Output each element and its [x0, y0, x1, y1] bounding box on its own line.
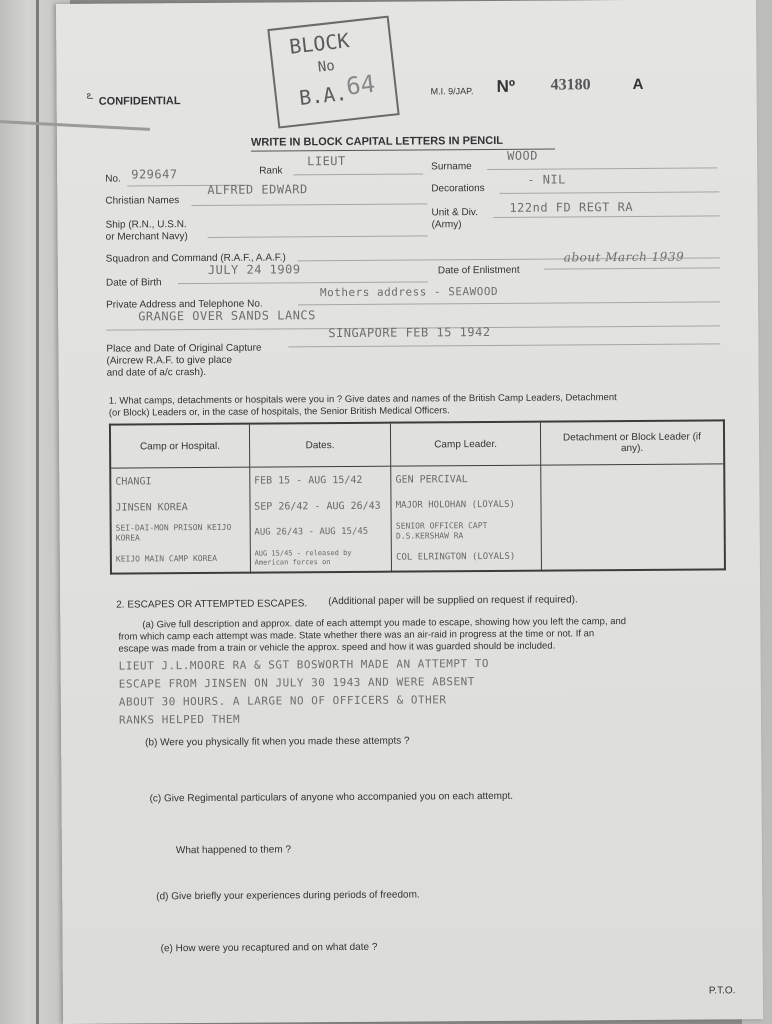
ref-code: M.I. 9/JAP.: [430, 86, 474, 97]
ship-label: Ship (R.N., U.S.N.: [105, 219, 187, 231]
stamp-text: BLOCK: [288, 28, 351, 59]
table-cell: GEN PERCIVAL: [391, 465, 541, 493]
squadron-label: Squadron and Command (R.A.F., A.A.F.): [105, 252, 286, 265]
table-cell: SEP 26/42 - AUG 26/43: [250, 493, 392, 520]
table-cell: [541, 464, 725, 492]
unit-label: Unit & Div.: [431, 207, 479, 219]
field-line: [293, 173, 423, 175]
question-2d: (d) Give briefly your experiences during periods of freedom.: [156, 889, 420, 903]
table-header-row: [110, 420, 724, 468]
ship-label: or Merchant Navy): [105, 231, 188, 243]
column-header: Camp or Hospital.: [110, 424, 250, 468]
column-header: Dates.: [249, 423, 391, 467]
no-label: Nº: [496, 76, 516, 96]
christian-names-label: Christian Names: [105, 195, 180, 207]
table-cell: COL ELRINGTON (LOYALS): [391, 544, 541, 572]
address-label: Private Address and Telephone No.: [106, 298, 263, 311]
rank-label: Rank: [259, 165, 283, 177]
stamp-handwritten: 64: [344, 69, 377, 101]
rank-value: LIEUT: [307, 153, 346, 169]
capture-label: (Aircrew R.A.F. to give place: [106, 354, 233, 367]
question-2e: (e) How were you recaptured and on what date ?: [160, 941, 378, 955]
table-cell: MAJOR HOLOHAN (LOYALS): [391, 492, 541, 519]
surname-value: WOOD: [507, 148, 539, 163]
question-2-note: (Additional paper will be supplied on request if required).: [328, 594, 578, 608]
table-cell: [541, 516, 725, 543]
table-row: [111, 542, 725, 573]
form-number: 43180: [550, 76, 591, 94]
question-1: 1. What camps, detachments or hospitals were you in ? Give dates and names of the British Camp Leaders, Detachment: [108, 392, 617, 407]
field-line: [493, 215, 719, 218]
dob-value: JULY 24 1909: [207, 262, 301, 277]
pto-label: P.T.O.: [708, 985, 736, 997]
crown-mark-icon: ఽ: [86, 89, 94, 102]
column-header: Camp Leader.: [391, 422, 541, 467]
form-suffix: A: [632, 75, 644, 93]
table-cell: CHANGI: [110, 467, 249, 494]
decorations-value: - NIL: [527, 172, 566, 187]
table-cell: JINSEN KOREA: [110, 494, 249, 521]
address-value: GRANGE OVER SANDS LANCS: [138, 308, 316, 324]
table-cell: KEIJO MAIN CAMP KOREA: [111, 546, 250, 574]
capture-label: and date of a/c crash).: [106, 366, 207, 379]
no-field-value: 929647: [131, 167, 178, 182]
enlistment-label: Date of Enlistment: [437, 264, 520, 277]
question-2c: (c) Give Regimental particulars of anyone who accompanied you on each attempt.: [149, 790, 514, 805]
stamp-text: B.A.: [297, 80, 349, 110]
table-cell: SEI-DAI-MON PRISON KEIJO KOREA: [111, 520, 250, 547]
answer-2a: ESCAPE FROM JINSEN ON JULY 30 1943 AND WERE ABSENT: [118, 675, 475, 691]
field-line: [298, 301, 720, 305]
block-stamp: [267, 16, 399, 129]
form-page: [56, 0, 763, 1024]
christian-names-value: ALFRED EDWARD: [207, 182, 308, 197]
instruction: WRITE IN BLOCK CAPITAL LETTERS IN PENCIL: [250, 134, 503, 149]
question-2b: (b) Were you physically fit when you made these attempts ?: [145, 735, 410, 749]
decorations-label: Decorations: [431, 183, 485, 195]
surname-label: Surname: [431, 161, 472, 173]
field-line: [499, 191, 719, 194]
column-header: Detachment or Block Leader (if any).: [540, 420, 724, 465]
stamp-text: No: [317, 57, 336, 76]
answer-2a: ABOUT 30 HOURS. A LARGE NO OF OFFICERS & OTHER: [118, 693, 447, 709]
capture-value: SINGAPORE FEB 15 1942: [328, 324, 491, 341]
table-cell: AUG 26/43 - AUG 15/45: [250, 519, 392, 546]
capture-label: Place and Date of Original Capture: [106, 342, 262, 355]
question-2a: from which camp each attempt was made. State whether there was an air-raid in progress at the time or not. If an: [118, 628, 595, 643]
field-line: [288, 343, 720, 347]
table-cell: SENIOR OFFICER CAPT D.S.KERSHAW RA: [391, 518, 541, 545]
table-cell: AUG 15/45 - released by American forces on: [250, 545, 392, 573]
question-1: (or Block) Leaders or, in the case of hospitals, the Senior British Medical Officers.: [108, 405, 450, 419]
question-2a: escape was made from a train or vehicle the approx. speed and how it was guarded should be included.: [118, 640, 556, 655]
field-line: [544, 267, 720, 269]
answer-2a: LIEUT J.L.MOORE RA & SGT BOSWORTH MADE AN ATTEMPT TO: [118, 656, 490, 673]
question-2-heading: 2. ESCAPES OR ATTEMPTED ESCAPES.: [116, 598, 308, 611]
field-line: [191, 203, 427, 206]
unit-value: 122nd FD REGT RA: [509, 199, 634, 215]
answer-2a: RANKS HELPED THEM: [118, 712, 241, 727]
enlistment-value: about March 1939: [563, 249, 685, 265]
table-cell: [541, 542, 725, 570]
field-line: [487, 167, 717, 170]
dob-label: Date of Birth: [105, 277, 162, 289]
classification: CONFIDENTIAL: [98, 95, 181, 108]
question-2c-followup: What happened to them ?: [175, 844, 292, 857]
field-line: [208, 235, 428, 238]
table-cell: FEB 15 - AUG 15/42: [249, 466, 391, 493]
unit-label: (Army): [431, 219, 462, 231]
question-2a: (a) Give full description and approx. date of each attempt you made to escape, showing how you left the camp, and: [142, 616, 627, 631]
no-field-label: No.: [105, 173, 121, 185]
field-line: [178, 281, 428, 284]
table-cell: [541, 490, 725, 517]
camps-table: [109, 419, 726, 574]
sheet-edge: [36, 0, 39, 1024]
address-value: Mothers address - SEAWOOD: [319, 284, 499, 300]
